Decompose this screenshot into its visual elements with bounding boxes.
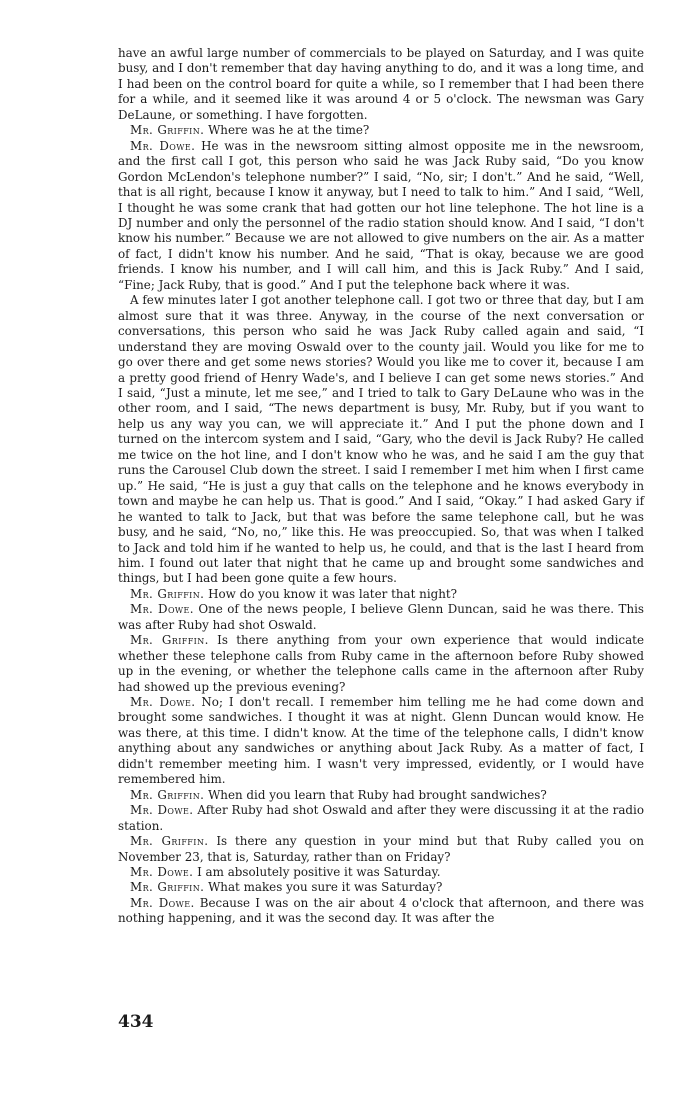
paragraph-griffin: Mr. Griffin. Is there any question in your mind but that Ruby called you on November 23, that is, Saturday, rather than on Friday? xyxy=(118,834,644,864)
paragraph-griffin: Mr. Griffin. Where was he at the time? xyxy=(130,123,370,138)
speaker-label: Mr. Dowe. xyxy=(130,803,194,818)
speaker-label: Mr. Griffin. xyxy=(130,633,209,648)
paragraph-dowe: Mr. Dowe. No; I don't recall. I remember him telling me he had come down and brought some sandwiches. I thought it was at night. Glenn Duncan would know. He was there, at this time. I didn't know. At the time of the telephone calls, I didn't know anything about any sandwiches or anything about Jack Ruby. As a matter of fact, I didn't remember meeting him. I wasn't very impressed, evidently, or I would have remembered him. xyxy=(118,695,645,787)
paragraph-griffin: Mr. Griffin. What makes you sure it was Saturday? xyxy=(130,880,443,895)
speaker-label: Mr. Dowe. xyxy=(130,695,196,710)
paragraph-dowe: Mr. Dowe. After Ruby had shot Oswald and after they were discussing it at the radio station. xyxy=(118,803,644,833)
paragraph-dowe: Mr. Dowe. Because I was on the air about 4 o'clock that afternoon, and there was nothing happening, and it was the second day. It was after the xyxy=(118,895,644,926)
speaker-label: Mr. Griffin. xyxy=(130,123,205,138)
paragraph-continued: have an awful large number of commercials to be played on Saturday, and I was quite busy, and I don't remember that day having anything to do, and it was a long time, and I had been on the control board for quite a while, so I remember that I had been there for a while, and it seemed like it was around 4 or 5 o'clock. The newsman was Gary DeLaune, or something. I have forgotten. xyxy=(118,46,644,122)
paragraph-dowe: Mr. Dowe. I am absolutely positive it was Saturday. xyxy=(130,865,441,880)
speaker-label: Mr. Griffin. xyxy=(130,586,205,601)
paragraph-griffin: Mr. Griffin. How do you know it was later that night? xyxy=(130,586,458,601)
speaker-label: Mr. Griffin. xyxy=(130,787,205,802)
speaker-label: Mr. Griffin. xyxy=(130,880,205,895)
speaker-label: Mr. Dowe. xyxy=(130,602,194,617)
speaker-label: Mr. Dowe. xyxy=(130,138,196,153)
speaker-label: Mr. Dowe. xyxy=(130,895,195,910)
paragraph-griffin: Mr. Griffin. When did you learn that Ruby had brought sandwiches? xyxy=(130,787,547,802)
testimony-text xyxy=(118,46,644,927)
paragraph-dowe-continued: A few minutes later I got another telephone call. I got two or three that day, but I am almost sure that it was three. Anyway, in the course of the next conversation or conversations, this person who said he was Jack Ruby called again and said, “I understand they are moving Oswald over to the county jail. Would you like for me to go over there and get some news stories? Would you like me to cover it, because I am a pretty good friend of Henry Wade's, and I believe I can get some news stories.” And I said, “Just a minute, let me see,” and I tried to talk to Gary DeLaune who was in the other room, and I said, “The news department is busy, Mr. Ruby, but if you want to help us any way you can, we will appreciate it.” And I put the phone down and I turned on the intercom system and I said, “Gary, who the devil is Jack Ruby? He called me twice on the hot line, and I don't know who he was, and he said I am the guy that runs the Carousel Club down the street. I said I remember I met him when I first came up.” He said, “He is just a guy that calls on the telephone and he knows everybody in town and maybe he can help us. That is good.” And I said, “Okay.” I had asked Gary if he wanted to talk to Jack, but that was before the same telephone call, but he was busy, and he said, “No, no,” like this. He was preoccupied. So, that was when I talked to Jack and told him if he wanted to help us, he could, and that is the last I heard from him. I found out later that night that he came up and brought some sandwiches and things, but I had been gone quite a few hours. xyxy=(118,293,644,586)
paragraph-griffin: Mr. Griffin. Is there anything from your own experience that would indicate whether these telephone calls from Ruby came in the afternoon before Ruby showed up in the evening, or whether the telephone calls came in the afternoon after Ruby had showed up the previous evening? xyxy=(118,633,644,694)
speaker-label: Mr. Griffin. xyxy=(130,834,209,849)
speaker-label: Mr. Dowe. xyxy=(130,865,194,880)
page-number: 434 xyxy=(118,1012,154,1032)
paragraph-dowe: Mr. Dowe. He was in the newsroom sitting almost opposite me in the newsroom, and the first call I got, this person who said he was Jack Ruby said, “Do you know Gordon McLendon's telephone number?” I said, “No, sir; I don't.” And he said, “Well, that is all right, because I know it anyway, but I need to talk to him.” And I said, “Well, I thought he was some crank that had gotten our hot line telephone. The hot line is a DJ number and only the personnel of the radio station should know. And I said, “I don't know his number.” Because we are not allowed to give numbers on the air. As a matter of fact, I didn't know his number. And he said, “That is okay, because we are good friends. I know his number, and I will call him, and this is Jack Ruby.” And I said, “Fine; Jack Ruby, that is good.” And I put the telephone back where it was. xyxy=(118,138,645,292)
paragraph-dowe: Mr. Dowe. One of the news people, I believe Glenn Duncan, said he was there. This was after Ruby had shot Oswald. xyxy=(118,602,645,632)
